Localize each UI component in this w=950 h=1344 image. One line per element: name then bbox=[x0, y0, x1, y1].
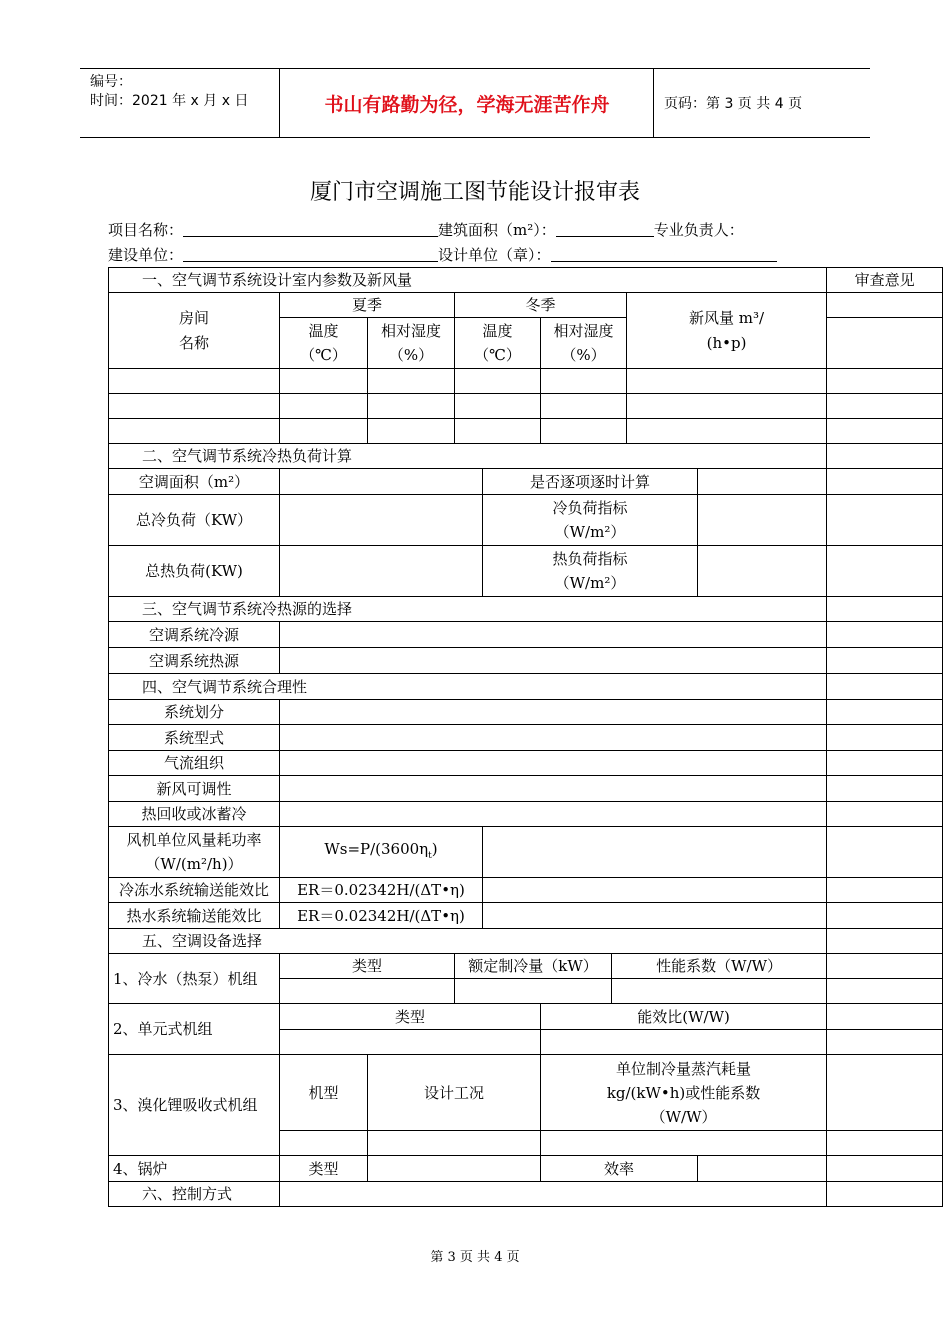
fresh-adjust-label: 新风可调性 bbox=[109, 776, 280, 802]
cool-source-label: 空调系统冷源 bbox=[109, 622, 280, 648]
airflow-label: 气流组织 bbox=[109, 751, 280, 776]
sys-type-value[interactable] bbox=[280, 725, 827, 751]
room-cell[interactable] bbox=[280, 369, 368, 394]
heat-source-value[interactable] bbox=[280, 648, 827, 674]
review-cell[interactable] bbox=[827, 622, 943, 648]
review-cell[interactable] bbox=[827, 979, 943, 1004]
room-cell[interactable] bbox=[368, 394, 455, 419]
summer-rh-header: 相对湿度 （%） bbox=[368, 318, 455, 369]
ac-area-label: 空调面积（m²） bbox=[109, 469, 280, 495]
info-row-1 bbox=[108, 219, 744, 240]
review-cell[interactable] bbox=[827, 419, 943, 444]
boiler-type-header: 类型 bbox=[280, 1156, 368, 1182]
chiller-label: 1、冷水（热泵）机组 bbox=[109, 954, 280, 1004]
total-cool-value[interactable] bbox=[280, 495, 483, 546]
heat-index-value[interactable] bbox=[698, 546, 827, 597]
review-cell[interactable] bbox=[827, 751, 943, 776]
total-heat-label: 总热负荷(KW) bbox=[109, 546, 280, 597]
room-cell[interactable] bbox=[280, 394, 368, 419]
review-cell[interactable] bbox=[827, 802, 943, 827]
sys-type-label: 系统型式 bbox=[109, 725, 280, 751]
division-label: 系统划分 bbox=[109, 700, 280, 725]
cool-index-label: 冷负荷指标 （W/m²） bbox=[483, 495, 698, 546]
room-cell[interactable] bbox=[109, 394, 280, 419]
room-row bbox=[109, 394, 943, 419]
number-label: 编号： bbox=[90, 74, 132, 90]
control-mode-value[interactable] bbox=[280, 1182, 827, 1207]
room-cell[interactable] bbox=[280, 419, 368, 444]
heat-recovery-label: 热回收或冰蓄冷 bbox=[109, 802, 280, 827]
fresh-adjust-value[interactable] bbox=[280, 776, 827, 802]
fresh-air-header: 新风量 m³/ (h•p) bbox=[627, 293, 827, 369]
review-cell[interactable] bbox=[827, 674, 943, 700]
section-3-title: 三、空气调节系统冷热源的选择 bbox=[109, 597, 827, 622]
page-footer: 第 3 页 共 4 页 bbox=[430, 1250, 520, 1265]
review-cell[interactable] bbox=[827, 1131, 943, 1156]
review-cell[interactable] bbox=[827, 954, 943, 979]
winter-header: 冬季 bbox=[455, 293, 627, 318]
section-6-title: 六、控制方式 bbox=[109, 1182, 280, 1207]
rated-cool-header: 额定制冷量（kW） bbox=[455, 954, 612, 979]
hot-er-value[interactable] bbox=[483, 903, 827, 929]
ac-area-value[interactable] bbox=[280, 469, 483, 495]
design-unit-field[interactable] bbox=[551, 246, 777, 262]
division-value[interactable] bbox=[280, 700, 827, 725]
motto: 书山有路勤为径，学海无涯苦作舟 bbox=[281, 69, 654, 137]
room-cell[interactable] bbox=[368, 419, 455, 444]
unitary-type-header: 类型 bbox=[280, 1004, 541, 1030]
time-label: 时间：2021 年 x 月 x 日 bbox=[90, 93, 249, 109]
review-cell[interactable] bbox=[827, 1156, 943, 1182]
review-cell[interactable] bbox=[827, 495, 943, 546]
review-cell[interactable] bbox=[827, 597, 943, 622]
hot-er-label: 热水系统输送能效比 bbox=[109, 903, 280, 929]
boiler-label: 4、锅炉 bbox=[109, 1156, 280, 1182]
ws-formula: $Ws=P/(3600\eta_t)$ bbox=[280, 827, 483, 878]
chilled-er-value[interactable] bbox=[483, 878, 827, 903]
room-cell[interactable] bbox=[455, 369, 541, 394]
info-row-2 bbox=[108, 244, 777, 265]
review-cell[interactable] bbox=[827, 469, 943, 495]
chiller-type-header: 类型 bbox=[280, 954, 455, 979]
item-calc-label: 是否逐项逐时计算 bbox=[483, 469, 698, 495]
heat-recovery-value[interactable] bbox=[280, 802, 827, 827]
construction-unit-field[interactable] bbox=[183, 246, 438, 262]
review-cell[interactable] bbox=[827, 394, 943, 419]
room-cell[interactable] bbox=[541, 419, 627, 444]
design-cond-value[interactable] bbox=[368, 1131, 541, 1156]
unitary-type-value[interactable] bbox=[280, 1030, 541, 1055]
section-4-title: 四、空气调节系统合理性 bbox=[109, 674, 827, 700]
efficiency-value[interactable] bbox=[698, 1156, 827, 1182]
libr-label: 3、溴化锂吸收式机组 bbox=[109, 1055, 280, 1156]
airflow-value[interactable] bbox=[280, 751, 827, 776]
room-cell[interactable] bbox=[541, 369, 627, 394]
room-name-header: 房间 名称 bbox=[109, 293, 280, 369]
review-cell[interactable] bbox=[827, 318, 943, 369]
section-5-title: 五、空调设备选择 bbox=[109, 929, 827, 954]
review-cell[interactable] bbox=[827, 725, 943, 751]
room-cell[interactable] bbox=[627, 369, 827, 394]
libr-model-value[interactable] bbox=[280, 1131, 368, 1156]
steam-value[interactable] bbox=[541, 1131, 827, 1156]
review-cell[interactable] bbox=[827, 700, 943, 725]
room-row bbox=[109, 419, 943, 444]
chilled-er-label: 冷冻水系统输送能效比 bbox=[109, 878, 280, 903]
room-cell[interactable] bbox=[627, 419, 827, 444]
document-title: 厦门市空调施工图节能设计报审表 bbox=[309, 180, 640, 205]
review-cell[interactable] bbox=[827, 903, 943, 929]
room-row bbox=[109, 369, 943, 394]
room-cell[interactable] bbox=[368, 369, 455, 394]
hot-er-formula: ER＝0.02342H/(ΔT•η) bbox=[280, 903, 483, 929]
heat-source-label: 空调系统热源 bbox=[109, 648, 280, 674]
project-name-field[interactable] bbox=[183, 221, 438, 237]
review-cell[interactable] bbox=[827, 1055, 943, 1131]
review-opinion-header: 审查意见 bbox=[827, 268, 943, 293]
winter-rh-header: 相对湿度 （%） bbox=[541, 318, 627, 369]
summer-temp-header: 温度 （℃） bbox=[280, 318, 368, 369]
room-cell[interactable] bbox=[109, 369, 280, 394]
review-cell[interactable] bbox=[827, 1182, 943, 1207]
rated-cool-value[interactable] bbox=[455, 979, 612, 1004]
cop-header: 性能系数（W/W） bbox=[612, 954, 827, 979]
construction-unit-label: 建设单位： bbox=[108, 246, 184, 264]
fan-power-value[interactable] bbox=[483, 827, 827, 878]
total-heat-value[interactable] bbox=[280, 546, 483, 597]
fan-power-label: 风机单位风量耗功率 （W/(m²/h)） bbox=[109, 827, 280, 878]
review-cell[interactable] bbox=[827, 776, 943, 802]
building-area-field[interactable] bbox=[556, 221, 654, 237]
libr-model-header: 机型 bbox=[280, 1055, 368, 1131]
design-cond-header: 设计工况 bbox=[368, 1055, 541, 1131]
review-cell[interactable] bbox=[827, 546, 943, 597]
review-cell[interactable] bbox=[827, 648, 943, 674]
total-cool-label: 总冷负荷（KW） bbox=[109, 495, 280, 546]
header-left-cell bbox=[80, 69, 280, 137]
review-cell[interactable] bbox=[827, 444, 943, 469]
building-area-label: 建筑面积（m²）： bbox=[438, 221, 556, 239]
winter-temp-header: 温度 （℃） bbox=[455, 318, 541, 369]
unitary-label: 2、单元式机组 bbox=[109, 1004, 280, 1055]
steam-header: 单位制冷量蒸汽耗量 kg/(kW•h)或性能系数 （W/W） bbox=[541, 1055, 827, 1131]
page-code: 页码：第 3 页 共 4 页 bbox=[664, 96, 803, 112]
item-calc-value[interactable] bbox=[698, 469, 827, 495]
summer-header: 夏季 bbox=[280, 293, 455, 318]
room-cell[interactable] bbox=[455, 419, 541, 444]
room-cell[interactable] bbox=[109, 419, 280, 444]
review-cell[interactable] bbox=[827, 929, 943, 954]
eer-header: 能效比(W/W) bbox=[541, 1004, 827, 1030]
section-1-title: 一、空气调节系统设计室内参数及新风量 bbox=[109, 268, 827, 293]
review-cell[interactable] bbox=[827, 1030, 943, 1055]
review-cell[interactable] bbox=[827, 369, 943, 394]
boiler-type-value[interactable] bbox=[368, 1156, 541, 1182]
section-2-title: 二、空气调节系统冷热负荷计算 bbox=[109, 444, 827, 469]
lead-label: 专业负责人： bbox=[653, 221, 744, 239]
project-name-label: 项目名称： bbox=[108, 221, 184, 239]
room-cell[interactable] bbox=[627, 394, 827, 419]
room-cell[interactable] bbox=[541, 394, 627, 419]
design-unit-label: 设计单位（章）： bbox=[438, 246, 551, 264]
review-cell[interactable] bbox=[827, 878, 943, 903]
cool-source-value[interactable] bbox=[280, 622, 827, 648]
chilled-er-formula: ER＝0.02342H/(ΔT•η) bbox=[280, 878, 483, 903]
heat-index-label: 热负荷指标 （W/m²） bbox=[483, 546, 698, 597]
efficiency-header: 效率 bbox=[541, 1156, 698, 1182]
cop-value[interactable] bbox=[612, 979, 827, 1004]
room-cell[interactable] bbox=[455, 394, 541, 419]
page-header bbox=[80, 68, 870, 138]
review-cell[interactable] bbox=[827, 293, 943, 318]
review-cell[interactable] bbox=[827, 1004, 943, 1030]
eer-value[interactable] bbox=[541, 1030, 827, 1055]
review-cell[interactable] bbox=[827, 827, 943, 878]
cool-index-value[interactable] bbox=[698, 495, 827, 546]
review-table bbox=[108, 267, 943, 1207]
chiller-type-value[interactable] bbox=[280, 979, 455, 1004]
